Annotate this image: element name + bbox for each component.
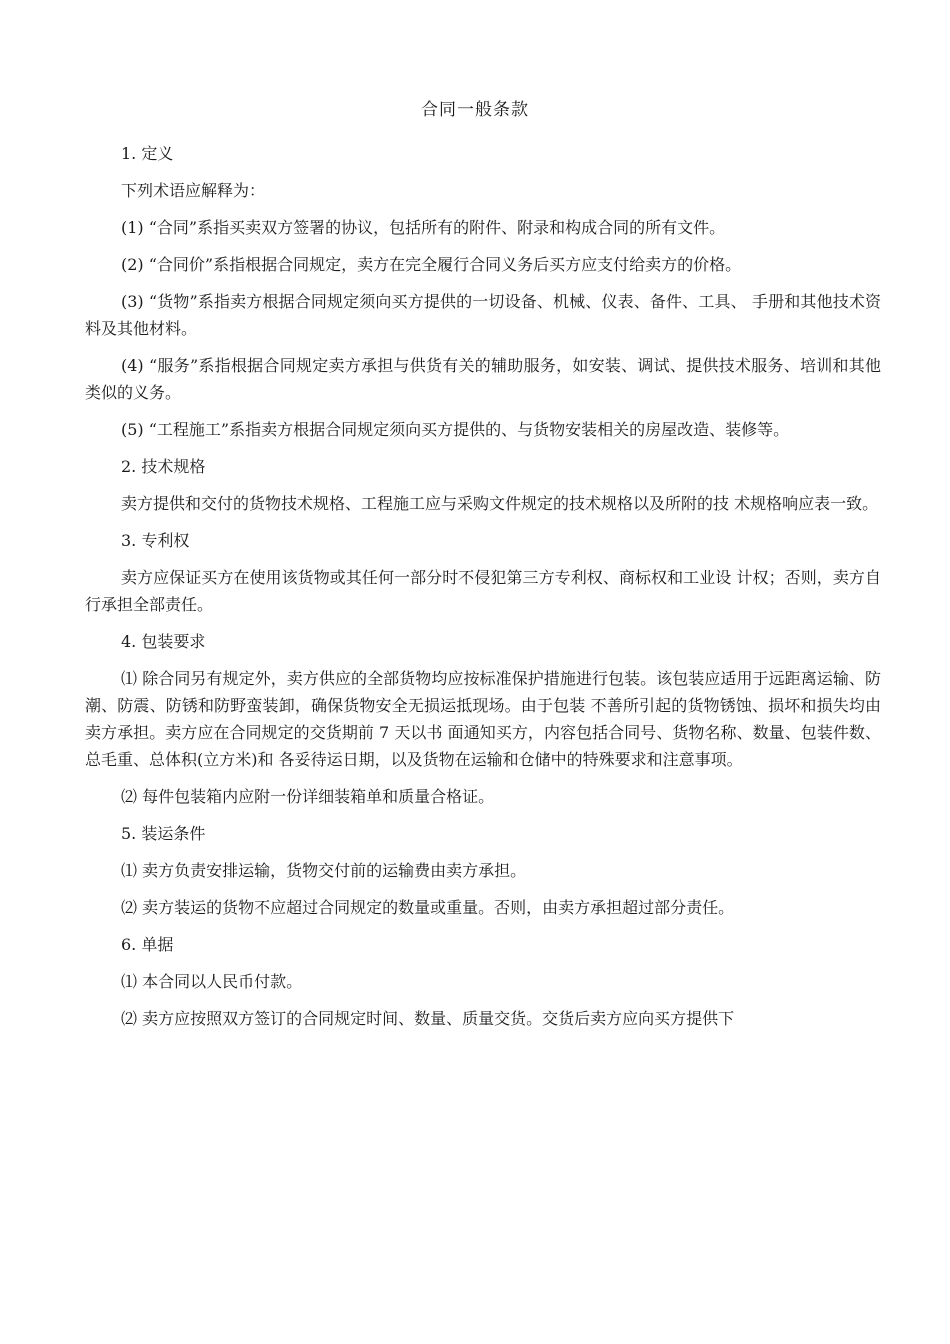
paragraph: ⑵ 卖方装运的货物不应超过合同规定的数量或重量。否则，由卖方承担超过部分责任。 (121, 898, 735, 917)
section-heading-packaging: 4. 包装要求 (121, 632, 206, 651)
paragraph: ⑵ 每件包装箱内应附一份详细装箱单和质量合格证。 (121, 787, 495, 806)
section-heading-shipping: 5. 装运条件 (121, 824, 206, 843)
document-title: 合同一般条款 (421, 100, 529, 120)
paragraph: (5) “工程施工”系指卖方根据合同规定须向买方提供的、与货物安装相关的房屋改造、装修等。 (121, 420, 790, 439)
section-heading-patent: 3. 专利权 (121, 531, 190, 550)
paragraph: ⑴ 除合同另有规定外，卖方供应的全部货物均应按标准保护措施进行包装。该包装应适用于远距离运输、防潮、防震、防锈和防野蛮装卸，确保货物安全无损运抵现场。由于包装 不善所引起的货物锈蚀、损坏和损失均由卖方承担。卖方应在合同规定的交货期前 7 天以书 面通知买方，内容包括合同号、货物名称、数量、包装件数、总毛重、总体积(立方米)和 各妥待运日期，以及货物在运输和仓储中的特殊要求和注意事项。 (85, 669, 881, 769)
paragraph: (2) “合同价”系指根据合同规定，卖方在完全履行合同义务后买方应支付给卖方的价格。 (121, 255, 742, 274)
section-heading-documents: 6. 单据 (121, 935, 174, 954)
paragraph: ⑴ 本合同以人民币付款。 (121, 972, 303, 991)
paragraph: 下列术语应解释为： (121, 181, 266, 200)
paragraph: 卖方应保证买方在使用该货物或其任何一部分时不侵犯第三方专利权、商标权和工业设 计权；否则，卖方自行承担全部责任。 (85, 568, 881, 614)
document-body (85, 140, 881, 1042)
paragraph: 卖方提供和交付的货物技术规格、工程施工应与采购文件规定的技术规格以及所附的技 术规格响应表一致。 (121, 494, 879, 513)
paragraph: (4) “服务”系指根据合同规定卖方承担与供货有关的辅助服务，如安装、调试、提供技术服务、培训和其他类似的义务。 (85, 356, 881, 402)
paragraph: ⑴ 卖方负责安排运输，货物交付前的运输费由卖方承担。 (121, 861, 527, 880)
section-heading-definitions: 1. 定义 (121, 144, 174, 163)
section-heading-tech-spec: 2. 技术规格 (121, 457, 206, 476)
paragraph: (1) “合同”系指买卖双方签署的协议，包括所有的附件、附录和构成合同的所有文件。 (121, 218, 726, 237)
paragraph: ⑵ 卖方应按照双方签订的合同规定时间、数量、质量交货。交货后卖方应向买方提供下 (121, 1009, 735, 1028)
paragraph: (3) “货物”系指卖方根据合同规定须向买方提供的一切设备、机械、仪表、备件、工具、 手册和其他技术资料及其他材料。 (85, 292, 881, 338)
